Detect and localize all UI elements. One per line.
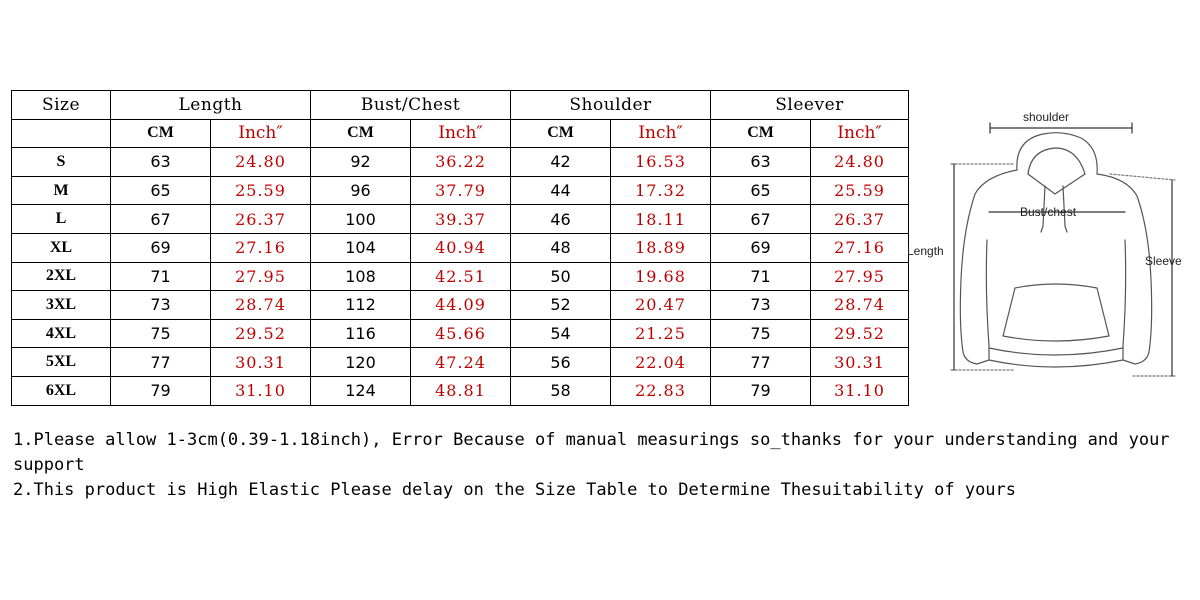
shoulder-inch-cell: 20.47 <box>611 291 711 320</box>
hoodie-measurement-diagram <box>905 90 1195 405</box>
shoulder-inch-cell: 18.11 <box>611 205 711 234</box>
sleeve-label: Sleeve <box>1145 254 1182 268</box>
length-cm-cell: 75 <box>111 319 211 348</box>
length-inch-cell: 30.31 <box>211 348 311 377</box>
group-header-row <box>12 91 909 120</box>
length-cm-cell: 71 <box>111 262 211 291</box>
shoulder-cm-cell: 46 <box>511 205 611 234</box>
length-cm-cell: 67 <box>111 205 211 234</box>
shoulder-cm-cell: 52 <box>511 291 611 320</box>
unit-header-row <box>12 119 909 148</box>
length-header: Length <box>111 91 311 120</box>
length-cm-cell: 65 <box>111 176 211 205</box>
table-row <box>12 233 909 262</box>
sleeve-inch-cell: 27.16 <box>811 233 909 262</box>
shoulder-inch-cell: 17.32 <box>611 176 711 205</box>
size-cell: S <box>12 148 111 177</box>
sleeve-cm-cell: 71 <box>711 262 811 291</box>
notes <box>13 428 1183 503</box>
length-inch-cell: 24.80 <box>211 148 311 177</box>
sleever-header: Sleever <box>711 91 909 120</box>
bust-chest-label: Bust/chest <box>1020 205 1077 219</box>
bust-cm-cell: 112 <box>311 291 411 320</box>
bust-chest-header: Bust/Chest <box>311 91 511 120</box>
bust-inch-cell: 44.09 <box>411 291 511 320</box>
sleeve-cm-cell: 77 <box>711 348 811 377</box>
shoulder-inch-cell: 16.53 <box>611 148 711 177</box>
bust-inch-cell: 48.81 <box>411 376 511 405</box>
sleeve-inch-cell: 25.59 <box>811 176 909 205</box>
table-row <box>12 176 909 205</box>
unit-cm-header: CM <box>711 119 811 148</box>
blank-unit-cell <box>12 119 111 148</box>
shoulder-inch-cell: 18.89 <box>611 233 711 262</box>
size-cell: 6XL <box>12 376 111 405</box>
unit-cm-header: CM <box>111 119 211 148</box>
bust-cm-cell: 96 <box>311 176 411 205</box>
bust-cm-cell: 100 <box>311 205 411 234</box>
shoulder-cm-cell: 50 <box>511 262 611 291</box>
bust-cm-cell: 92 <box>311 148 411 177</box>
unit-cm-header: CM <box>311 119 411 148</box>
size-cell: 5XL <box>12 348 111 377</box>
length-cm-cell: 79 <box>111 376 211 405</box>
table-row <box>12 262 909 291</box>
sleeve-cm-cell: 73 <box>711 291 811 320</box>
size-cell: M <box>12 176 111 205</box>
sleeve-cm-cell: 75 <box>711 319 811 348</box>
bust-inch-cell: 37.79 <box>411 176 511 205</box>
bust-cm-cell: 104 <box>311 233 411 262</box>
size-cell: 2XL <box>12 262 111 291</box>
unit-inch-header: Inch″ <box>811 119 909 148</box>
bust-inch-cell: 45.66 <box>411 319 511 348</box>
size-chart-table <box>11 90 909 406</box>
note-1: 1.Please allow 1-3cm(0.39-1.18inch), Error Because of manual measurings so_thanks for your understanding and your support <box>13 430 1170 475</box>
unit-inch-header: Inch″ <box>411 119 511 148</box>
length-cm-cell: 69 <box>111 233 211 262</box>
sleeve-cm-cell: 69 <box>711 233 811 262</box>
sleeve-inch-cell: 30.31 <box>811 348 909 377</box>
length-cm-cell: 77 <box>111 348 211 377</box>
shoulder-cm-cell: 42 <box>511 148 611 177</box>
sleeve-cm-cell: 63 <box>711 148 811 177</box>
bust-cm-cell: 116 <box>311 319 411 348</box>
size-cell: XL <box>12 233 111 262</box>
sleeve-inch-cell: 27.95 <box>811 262 909 291</box>
length-cm-cell: 63 <box>111 148 211 177</box>
table-row <box>12 148 909 177</box>
sleeve-inch-cell: 29.52 <box>811 319 909 348</box>
table-row <box>12 376 909 405</box>
length-inch-cell: 28.74 <box>211 291 311 320</box>
shoulder-inch-cell: 22.83 <box>611 376 711 405</box>
length-inch-cell: 25.59 <box>211 176 311 205</box>
shoulder-inch-cell: 22.04 <box>611 348 711 377</box>
bust-inch-cell: 39.37 <box>411 205 511 234</box>
hoodie-icon <box>905 90 1195 405</box>
note-2: 2.This product is High Elastic Please delay on the Size Table to Determine Thesuitability of yours <box>13 480 1017 500</box>
length-inch-cell: 26.37 <box>211 205 311 234</box>
length-inch-cell: 27.95 <box>211 262 311 291</box>
bust-cm-cell: 124 <box>311 376 411 405</box>
unit-inch-header: Inch″ <box>211 119 311 148</box>
unit-cm-header: CM <box>511 119 611 148</box>
shoulder-cm-cell: 54 <box>511 319 611 348</box>
shoulder-cm-cell: 58 <box>511 376 611 405</box>
shoulder-label: shoulder <box>1023 110 1070 124</box>
bust-inch-cell: 47.24 <box>411 348 511 377</box>
sleeve-inch-cell: 26.37 <box>811 205 909 234</box>
length-cm-cell: 73 <box>111 291 211 320</box>
sleeve-inch-cell: 28.74 <box>811 291 909 320</box>
bust-cm-cell: 120 <box>311 348 411 377</box>
unit-inch-header: Inch″ <box>611 119 711 148</box>
shoulder-cm-cell: 56 <box>511 348 611 377</box>
size-header: Size <box>12 91 111 120</box>
bust-inch-cell: 40.94 <box>411 233 511 262</box>
table-row <box>12 348 909 377</box>
bust-inch-cell: 36.22 <box>411 148 511 177</box>
size-cell: 4XL <box>12 319 111 348</box>
length-label: Length <box>907 244 944 258</box>
shoulder-inch-cell: 19.68 <box>611 262 711 291</box>
length-inch-cell: 31.10 <box>211 376 311 405</box>
size-cell: L <box>12 205 111 234</box>
shoulder-inch-cell: 21.25 <box>611 319 711 348</box>
table-row <box>12 205 909 234</box>
length-inch-cell: 27.16 <box>211 233 311 262</box>
size-rows <box>12 148 909 405</box>
shoulder-cm-cell: 44 <box>511 176 611 205</box>
size-cell: 3XL <box>12 291 111 320</box>
sleeve-cm-cell: 67 <box>711 205 811 234</box>
bust-cm-cell: 108 <box>311 262 411 291</box>
table-row <box>12 319 909 348</box>
sleeve-inch-cell: 31.10 <box>811 376 909 405</box>
bust-inch-cell: 42.51 <box>411 262 511 291</box>
shoulder-header: Shoulder <box>511 91 711 120</box>
sleeve-cm-cell: 79 <box>711 376 811 405</box>
sleeve-inch-cell: 24.80 <box>811 148 909 177</box>
sleeve-cm-cell: 65 <box>711 176 811 205</box>
length-inch-cell: 29.52 <box>211 319 311 348</box>
shoulder-cm-cell: 48 <box>511 233 611 262</box>
table-row <box>12 291 909 320</box>
